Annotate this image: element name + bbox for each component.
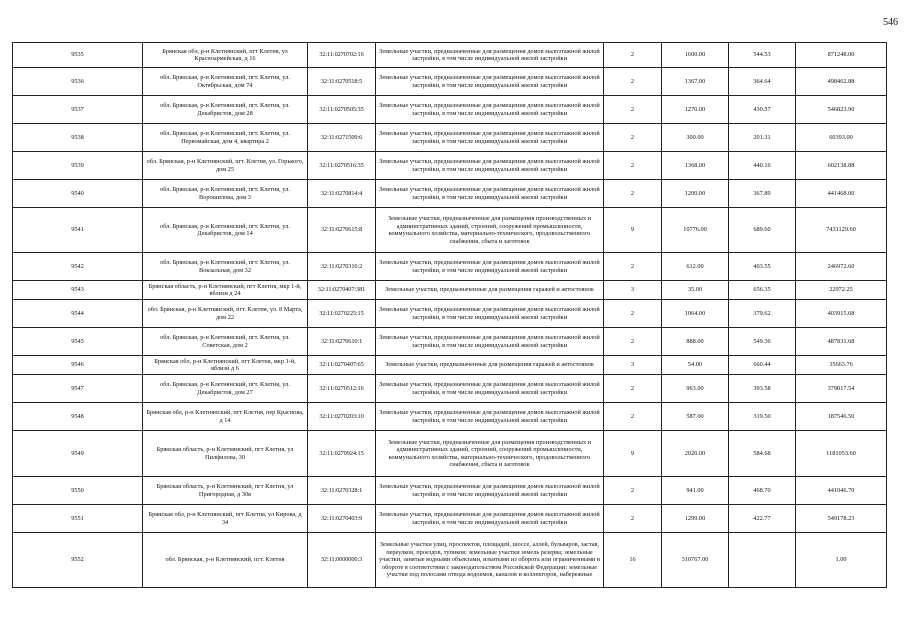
area-cell: 10776.00 bbox=[662, 208, 729, 253]
group-cell: 16 bbox=[604, 533, 662, 588]
row-number: 9537 bbox=[13, 96, 143, 124]
rate-cell: 549.36 bbox=[729, 328, 796, 356]
table-row bbox=[13, 208, 887, 253]
cadastral-number-cell: 32:11:0270328:1 bbox=[308, 477, 376, 505]
row-number: 9545 bbox=[13, 328, 143, 356]
area-cell: 1367.00 bbox=[662, 68, 729, 96]
table-row bbox=[13, 403, 887, 431]
address-cell: обл. Брянская, р-н Клетнянский, пгт. Клетня, ул. Ворошилова, дом 3 bbox=[143, 180, 308, 208]
cadastral-number-cell: 32:11:0270702:16 bbox=[308, 43, 376, 68]
group-cell: 3 bbox=[604, 281, 662, 300]
cadastral-number-cell: 32:11:0270316:2 bbox=[308, 253, 376, 281]
cadastral-value-cell: 1181053.60 bbox=[796, 431, 887, 477]
land-use-cell: Земельные участки, предназначенные для размещения домов малоэтажной жилой застройки, в том числе индивидуальной жилой застройки bbox=[376, 300, 604, 328]
rate-cell: 656.35 bbox=[729, 281, 796, 300]
address-cell: обл. Брянская, р-н Клетнянский, пгт. Клетня, ул. Советская, дом 2 bbox=[143, 328, 308, 356]
cadastral-number-cell: 32:11:0270407:65 bbox=[308, 356, 376, 375]
group-cell: 2 bbox=[604, 68, 662, 96]
row-number: 9548 bbox=[13, 403, 143, 431]
land-use-cell: Земельные участки, предназначенные для размещения домов малоэтажной жилой застройки, в том числе индивидуальной жилой застройки bbox=[376, 180, 604, 208]
area-cell: 1064.00 bbox=[662, 300, 729, 328]
table-row bbox=[13, 96, 887, 124]
rate-cell: 319.50 bbox=[729, 403, 796, 431]
area-cell: 888.00 bbox=[662, 328, 729, 356]
group-cell: 3 bbox=[604, 356, 662, 375]
row-number: 9543 bbox=[13, 281, 143, 300]
rate-cell: 403.55 bbox=[729, 253, 796, 281]
row-number: 9535 bbox=[13, 43, 143, 68]
row-number: 9539 bbox=[13, 152, 143, 180]
group-cell: 2 bbox=[604, 300, 662, 328]
address-cell: Брянская обл, р-н Клетнянский, пгт Клетня, мкр 1-й, вблизи д 6 bbox=[143, 356, 308, 375]
cadastral-number-cell: 32:11:0270610:1 bbox=[308, 328, 376, 356]
table-row bbox=[13, 505, 887, 533]
area-cell: 310767.00 bbox=[662, 533, 729, 588]
cadastral-number-cell: 32:11:0270516:35 bbox=[308, 152, 376, 180]
group-cell: 9 bbox=[604, 208, 662, 253]
address-cell: обл. Брянская, р-н Клетнянский, пгт. Клетня, ул. Декабристов, дом 27 bbox=[143, 375, 308, 403]
area-cell: 2020.00 bbox=[662, 431, 729, 477]
area-cell: 1600.00 bbox=[662, 43, 729, 68]
area-cell: 300.00 bbox=[662, 124, 729, 152]
table-row bbox=[13, 281, 887, 300]
address-cell: обл. Брянская, р-н Клетнянский, пгт. Клетня, ул. Первомайская, дом 4, квартира 2 bbox=[143, 124, 308, 152]
cadastral-number-cell: 32:11:0270403:9 bbox=[308, 505, 376, 533]
group-cell: 2 bbox=[604, 96, 662, 124]
area-cell: 963.00 bbox=[662, 375, 729, 403]
table-row bbox=[13, 300, 887, 328]
rate-cell: 430.57 bbox=[729, 96, 796, 124]
area-cell: 35.00 bbox=[662, 281, 729, 300]
area-cell: 1270.00 bbox=[662, 96, 729, 124]
cadastral-value-cell: 441046.70 bbox=[796, 477, 887, 505]
area-cell: 612.00 bbox=[662, 253, 729, 281]
row-number: 9544 bbox=[13, 300, 143, 328]
row-number: 9540 bbox=[13, 180, 143, 208]
table-row bbox=[13, 356, 887, 375]
rate-cell: 393.58 bbox=[729, 375, 796, 403]
table-row bbox=[13, 328, 887, 356]
row-number: 9542 bbox=[13, 253, 143, 281]
land-use-cell: Земельные участки, предназначенные для размещения домов малоэтажной жилой застройки, в том числе индивидуальной жилой застройки bbox=[376, 375, 604, 403]
address-cell: Брянская область, р-н Клетнянский, пгт Клетня, ул Пилфилова, 30 bbox=[143, 431, 308, 477]
cadastral-number-cell: 32:11:0271509:6 bbox=[308, 124, 376, 152]
address-cell: Брянская обл, р-н Клетнянский, пгт Клетня, пер Краснова, д 14 bbox=[143, 403, 308, 431]
area-cell: 54.00 bbox=[662, 356, 729, 375]
land-use-cell: Земельные участки, предназначенные для размещения домов малоэтажной жилой застройки, в том числе индивидуальной жилой застройки bbox=[376, 68, 604, 96]
rate-cell: 468.70 bbox=[729, 477, 796, 505]
group-cell: 2 bbox=[604, 152, 662, 180]
cadastral-number-cell: 32:11:0270518:5 bbox=[308, 68, 376, 96]
group-cell: 2 bbox=[604, 505, 662, 533]
table-row bbox=[13, 253, 887, 281]
land-use-cell: Земельные участки, предназначенные для размещения домов малоэтажной жилой застройки, в том числе индивидуальной жилой застройки bbox=[376, 403, 604, 431]
row-number: 9541 bbox=[13, 208, 143, 253]
row-number: 9547 bbox=[13, 375, 143, 403]
rate-cell: 660.44 bbox=[729, 356, 796, 375]
row-number: 9550 bbox=[13, 477, 143, 505]
cadastral-value-cell: 871248.00 bbox=[796, 43, 887, 68]
cadastral-value-cell: 487831.68 bbox=[796, 328, 887, 356]
rate-cell bbox=[729, 533, 796, 588]
cadastral-number-cell: 32:11:0270512:16 bbox=[308, 375, 376, 403]
cadastral-number-cell: 32:11:0270505:35 bbox=[308, 96, 376, 124]
land-use-cell: Земельные участки, предназначенные для размещения домов малоэтажной жилой застройки, в том числе индивидуальной жилой застройки bbox=[376, 253, 604, 281]
cadastral-number-cell: 32:11:0270407:381 bbox=[308, 281, 376, 300]
rate-cell: 364.64 bbox=[729, 68, 796, 96]
cadastral-value-cell: 60393.00 bbox=[796, 124, 887, 152]
land-registry-table bbox=[12, 42, 887, 588]
row-number: 9549 bbox=[13, 431, 143, 477]
table-row bbox=[13, 477, 887, 505]
area-cell: 1368.00 bbox=[662, 152, 729, 180]
address-cell: Брянская обл, р-н Клетнянский, пгт Клетня, ул Красноармейская, д 16 bbox=[143, 43, 308, 68]
cadastral-value-cell: 441468.00 bbox=[796, 180, 887, 208]
address-cell: обл. Брянская, р-н Клетнянский, пгт. Клетня, ул. Вокзальная, дом 32 bbox=[143, 253, 308, 281]
cadastral-value-cell: 22972.25 bbox=[796, 281, 887, 300]
land-use-cell: Земельные участки, предназначенные для размещения производственных и административных зданий, строений, сооружений промышленности, коммунального хозяйства, материально-технического, продовольственного снабжения, сбыта и заготовок bbox=[376, 431, 604, 477]
group-cell: 9 bbox=[604, 431, 662, 477]
group-cell: 2 bbox=[604, 124, 662, 152]
cadastral-value-cell: 546823.90 bbox=[796, 96, 887, 124]
area-cell: 587.00 bbox=[662, 403, 729, 431]
address-cell: Брянская область, р-н Клетнянский, пгт Клетня, ул Пригородная, д 30в bbox=[143, 477, 308, 505]
group-cell: 2 bbox=[604, 180, 662, 208]
table-row bbox=[13, 68, 887, 96]
row-number: 9546 bbox=[13, 356, 143, 375]
land-use-cell: Земельные участки, предназначенные для размещения гаражей и автостоянок bbox=[376, 281, 604, 300]
table-row bbox=[13, 375, 887, 403]
group-cell: 2 bbox=[604, 253, 662, 281]
cadastral-value-cell: 1.00 bbox=[796, 533, 887, 588]
table-row bbox=[13, 43, 887, 68]
table-row bbox=[13, 124, 887, 152]
address-cell: Брянская область, р-н Клетнянский, пгт Клетня, мкр 1-й, вблизи д 24 bbox=[143, 281, 308, 300]
row-number: 9536 bbox=[13, 68, 143, 96]
table-row bbox=[13, 533, 887, 588]
address-cell: обл. Брянская, р-н Клетнянский, пгт. Клетня, ул. 8 Марта, дом 22 bbox=[143, 300, 308, 328]
land-use-cell: Земельные участки, предназначенные для размещения домов малоэтажной жилой застройки, в том числе индивидуальной жилой застройки bbox=[376, 505, 604, 533]
land-use-cell: Земельные участки, предназначенные для размещения гаражей и автостоянок bbox=[376, 356, 604, 375]
area-cell: 941.00 bbox=[662, 477, 729, 505]
rate-cell: 584.68 bbox=[729, 431, 796, 477]
address-cell: обл. Брянская, р-н Клетнянский, пгт. Клетня, ул. Горького, дом 25 bbox=[143, 152, 308, 180]
cadastral-value-cell: 35663.76 bbox=[796, 356, 887, 375]
cadastral-value-cell: 602138.88 bbox=[796, 152, 887, 180]
area-cell: 1299.00 bbox=[662, 505, 729, 533]
cadastral-number-cell: 32:11:0270924:15 bbox=[308, 431, 376, 477]
group-cell: 2 bbox=[604, 375, 662, 403]
rate-cell: 379.62 bbox=[729, 300, 796, 328]
cadastral-number-cell: 32:11:0270203:10 bbox=[308, 403, 376, 431]
group-cell: 2 bbox=[604, 403, 662, 431]
land-use-cell: Земельные участки улиц, проспектов, площадей, шоссе, аллей, бульваров, застав, переулков, проездов, тупиков; земельные участки земель резерва; земельные участки, занятые водными объектами, изъятыми из оборота или ограниченными в обороте в соответствии с законодательством Российской Федерации; земельные участки под полосами отвода водоемов, каналов и коллекторов, набережные bbox=[376, 533, 604, 588]
rate-cell: 201.31 bbox=[729, 124, 796, 152]
cadastral-number-cell: 32:11:0270615:8 bbox=[308, 208, 376, 253]
rate-cell: 689.60 bbox=[729, 208, 796, 253]
address-cell: обл. Брянская, р-н Клетнянский, пгт. Клетня, ул. Октябрьская, дом 74 bbox=[143, 68, 308, 96]
cadastral-number-cell: 32:11:0270814:4 bbox=[308, 180, 376, 208]
table-row bbox=[13, 431, 887, 477]
page-number: 546 bbox=[883, 17, 898, 28]
row-number: 9538 bbox=[13, 124, 143, 152]
row-number: 9551 bbox=[13, 505, 143, 533]
land-use-cell: Земельные участки, предназначенные для размещения домов малоэтажной жилой застройки, в том числе индивидуальной жилой застройки bbox=[376, 124, 604, 152]
address-cell: Брянская обл, р-н Клетнянский, пгт Клетня, ул Кирова, д 34 bbox=[143, 505, 308, 533]
land-use-cell: Земельные участки, предназначенные для размещения домов малоэтажной жилой застройки, в том числе индивидуальной жилой застройки bbox=[376, 152, 604, 180]
row-number: 9552 bbox=[13, 533, 143, 588]
cadastral-value-cell: 187546.50 bbox=[796, 403, 887, 431]
cadastral-value-cell: 403915.68 bbox=[796, 300, 887, 328]
group-cell: 2 bbox=[604, 477, 662, 505]
rate-cell: 422.77 bbox=[729, 505, 796, 533]
land-use-cell: Земельные участки, предназначенные для размещения производственных и административных зданий, строений, сооружений промышленности, коммунального хозяйства, материально-технического, продовольственного снабжения, сбыта и заготовок bbox=[376, 208, 604, 253]
cadastral-value-cell: 7431129.60 bbox=[796, 208, 887, 253]
address-cell: обл. Брянская, р-н Клетнянский, пгт. Клетня, ул. Декабристов, дом 28 bbox=[143, 96, 308, 124]
rate-cell: 544.53 bbox=[729, 43, 796, 68]
land-use-cell: Земельные участки, предназначенные для размещения домов малоэтажной жилой застройки, в том числе индивидуальной жилой застройки bbox=[376, 477, 604, 505]
cadastral-value-cell: 549178.23 bbox=[796, 505, 887, 533]
cadastral-value-cell: 246972.60 bbox=[796, 253, 887, 281]
address-cell: обл. Брянская, р-н Клетнянский, пгт. Клетня bbox=[143, 533, 308, 588]
cadastral-value-cell: 379017.54 bbox=[796, 375, 887, 403]
cadastral-value-cell: 498462.88 bbox=[796, 68, 887, 96]
table-row bbox=[13, 180, 887, 208]
land-use-cell: Земельные участки, предназначенные для размещения домов малоэтажной жилой застройки, в том числе индивидуальной жилой застройки bbox=[376, 43, 604, 68]
cadastral-number-cell: 32:11:0270225:15 bbox=[308, 300, 376, 328]
table-row bbox=[13, 152, 887, 180]
rate-cell: 440.16 bbox=[729, 152, 796, 180]
address-cell: обл. Брянская, р-н Клетнянский, пгт. Клетня, ул. Декабристов, дом 14 bbox=[143, 208, 308, 253]
rate-cell: 367.89 bbox=[729, 180, 796, 208]
cadastral-number-cell: 32:11:0000000:3 bbox=[308, 533, 376, 588]
land-use-cell: Земельные участки, предназначенные для размещения домов малоэтажной жилой застройки, в том числе индивидуальной жилой застройки bbox=[376, 328, 604, 356]
land-use-cell: Земельные участки, предназначенные для размещения домов малоэтажной жилой застройки, в том числе индивидуальной жилой застройки bbox=[376, 96, 604, 124]
area-cell: 1200.00 bbox=[662, 180, 729, 208]
group-cell: 2 bbox=[604, 43, 662, 68]
group-cell: 2 bbox=[604, 328, 662, 356]
